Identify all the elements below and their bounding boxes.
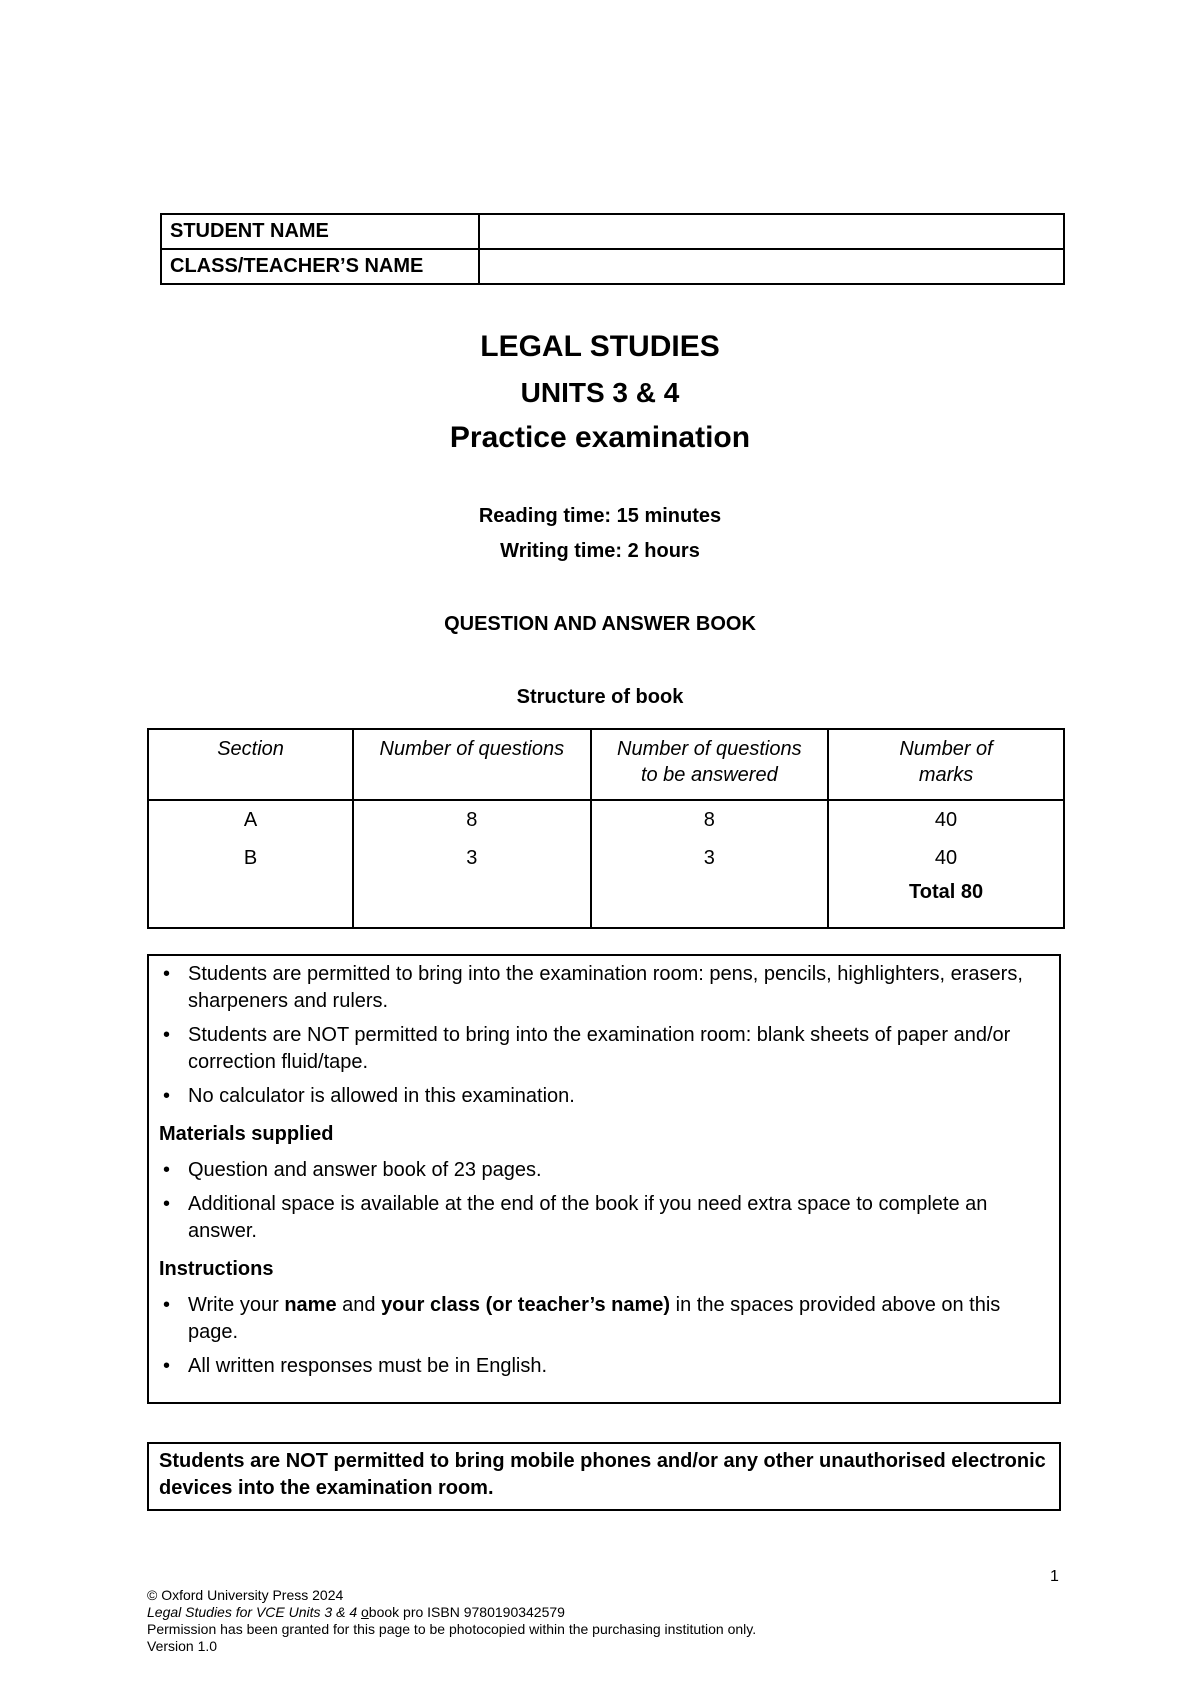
section-cell: B <box>148 839 353 877</box>
header-marks-line2: marks <box>918 764 974 786</box>
mobile-phone-warning: Students are NOT permitted to bring mobile phones and/or any other unauthorised electronic devices into the examination room. <box>147 1442 1061 1511</box>
total-marks: Total 80 <box>828 877 1064 928</box>
questions-cell: 8 <box>353 800 590 839</box>
bullet-icon: • <box>163 1193 171 1215</box>
instructions-heading: Instructions <box>159 1258 274 1280</box>
class-teacher-field[interactable] <box>479 249 1064 284</box>
list-item <box>159 1022 1049 1076</box>
write-name-instruction <box>188 1294 1000 1343</box>
empty-cell <box>148 877 353 928</box>
student-name-field[interactable] <box>479 214 1064 249</box>
book-isbn: book pro ISBN 9780190342579 <box>368 1604 565 1620</box>
header-questions-to-answer-line2: to be answered <box>640 764 778 786</box>
structure-header-row <box>148 729 1064 800</box>
calculator-text: No calculator is allowed in this examination. <box>188 1085 575 1107</box>
header-number-of-questions: Number of questions <box>353 729 590 800</box>
empty-cell <box>591 877 829 928</box>
answered-cell: 3 <box>591 839 829 877</box>
book-type-heading: QUESTION AND ANSWER BOOK <box>444 613 756 635</box>
total-row <box>148 877 1064 928</box>
version-label: Version 1.0 <box>147 1638 218 1654</box>
empty-cell <box>353 877 590 928</box>
page-number: 1 <box>1050 1568 1059 1585</box>
write-name-bold: name <box>284 1294 337 1316</box>
list-item <box>159 1292 1049 1346</box>
materials-text: Additional space is available at the end of the book if you need extra space to complete an answer. <box>188 1193 988 1242</box>
list-item <box>159 1157 1049 1184</box>
bullet-icon: • <box>163 1085 171 1107</box>
subject-title: LEGAL STUDIES <box>480 330 720 363</box>
writing-time: Writing time: 2 hours <box>500 540 700 562</box>
english-instruction: All written responses must be in English. <box>188 1355 548 1377</box>
exam-type-title: Practice examination <box>449 421 751 454</box>
marks-cell: 40 <box>828 800 1064 839</box>
materials-text: Question and answer book of 23 pages. <box>188 1159 542 1181</box>
reading-time: Reading time: 15 minutes <box>478 505 722 527</box>
footer <box>147 1587 756 1655</box>
structure-table <box>147 728 1065 929</box>
section-cell: A <box>148 800 353 839</box>
table-row <box>148 800 1064 839</box>
questions-cell: 3 <box>353 839 590 877</box>
header-number-of-marks <box>828 729 1064 800</box>
marks-cell: 40 <box>828 839 1064 877</box>
list-item <box>159 1191 1049 1245</box>
not-permitted-items-text: Students are NOT permitted to bring into the examination room: blank sheets of paper and/or correction fluid/tape. <box>188 1024 1011 1073</box>
copyright-notice: © Oxford University Press 2024 <box>147 1587 344 1603</box>
bullet-icon: • <box>163 1294 171 1316</box>
structure-heading: Structure of book <box>516 686 684 708</box>
write-and: and <box>336 1294 382 1316</box>
list-item <box>159 1353 1049 1380</box>
header-marks-line1: Number of <box>899 738 993 760</box>
header-section: Section <box>148 729 353 800</box>
student-details-table <box>160 213 1065 285</box>
answered-cell: 8 <box>591 800 829 839</box>
class-teacher-label: CLASS/TEACHER’S NAME <box>161 249 479 284</box>
bullet-icon: • <box>163 963 171 985</box>
permission-notice: Permission has been granted for this page to be photocopied within the purchasing institution only. <box>147 1621 757 1637</box>
materials-heading: Materials supplied <box>159 1123 334 1145</box>
book-o: o <box>361 1604 369 1620</box>
book-title: Legal Studies for VCE Units 3 & 4 <box>147 1604 361 1620</box>
permitted-items-text: Students are permitted to bring into the examination room: pens, pencils, highlighters, erasers, sharpeners and rulers. <box>188 963 1023 1012</box>
bullet-icon: • <box>163 1159 171 1181</box>
header-questions-to-answer <box>591 729 829 800</box>
header-questions-to-answer-line1: Number of questions <box>617 738 802 760</box>
student-name-row <box>161 214 1064 249</box>
student-name-label: STUDENT NAME <box>161 214 479 249</box>
instructions-box <box>147 954 1061 1404</box>
bullet-icon: • <box>163 1024 171 1046</box>
units-title: UNITS 3 & 4 <box>520 377 680 408</box>
book-info <box>147 1604 756 1621</box>
write-suffix: in the spaces provided above on this page. <box>188 1294 1001 1343</box>
list-item <box>159 1083 1049 1110</box>
write-prefix: Write your <box>188 1294 285 1316</box>
table-row <box>148 839 1064 877</box>
bullet-icon: • <box>163 1355 171 1377</box>
write-class-bold: your class (or teacher’s name) <box>381 1294 671 1316</box>
list-item <box>159 961 1049 1015</box>
class-teacher-row <box>161 249 1064 284</box>
